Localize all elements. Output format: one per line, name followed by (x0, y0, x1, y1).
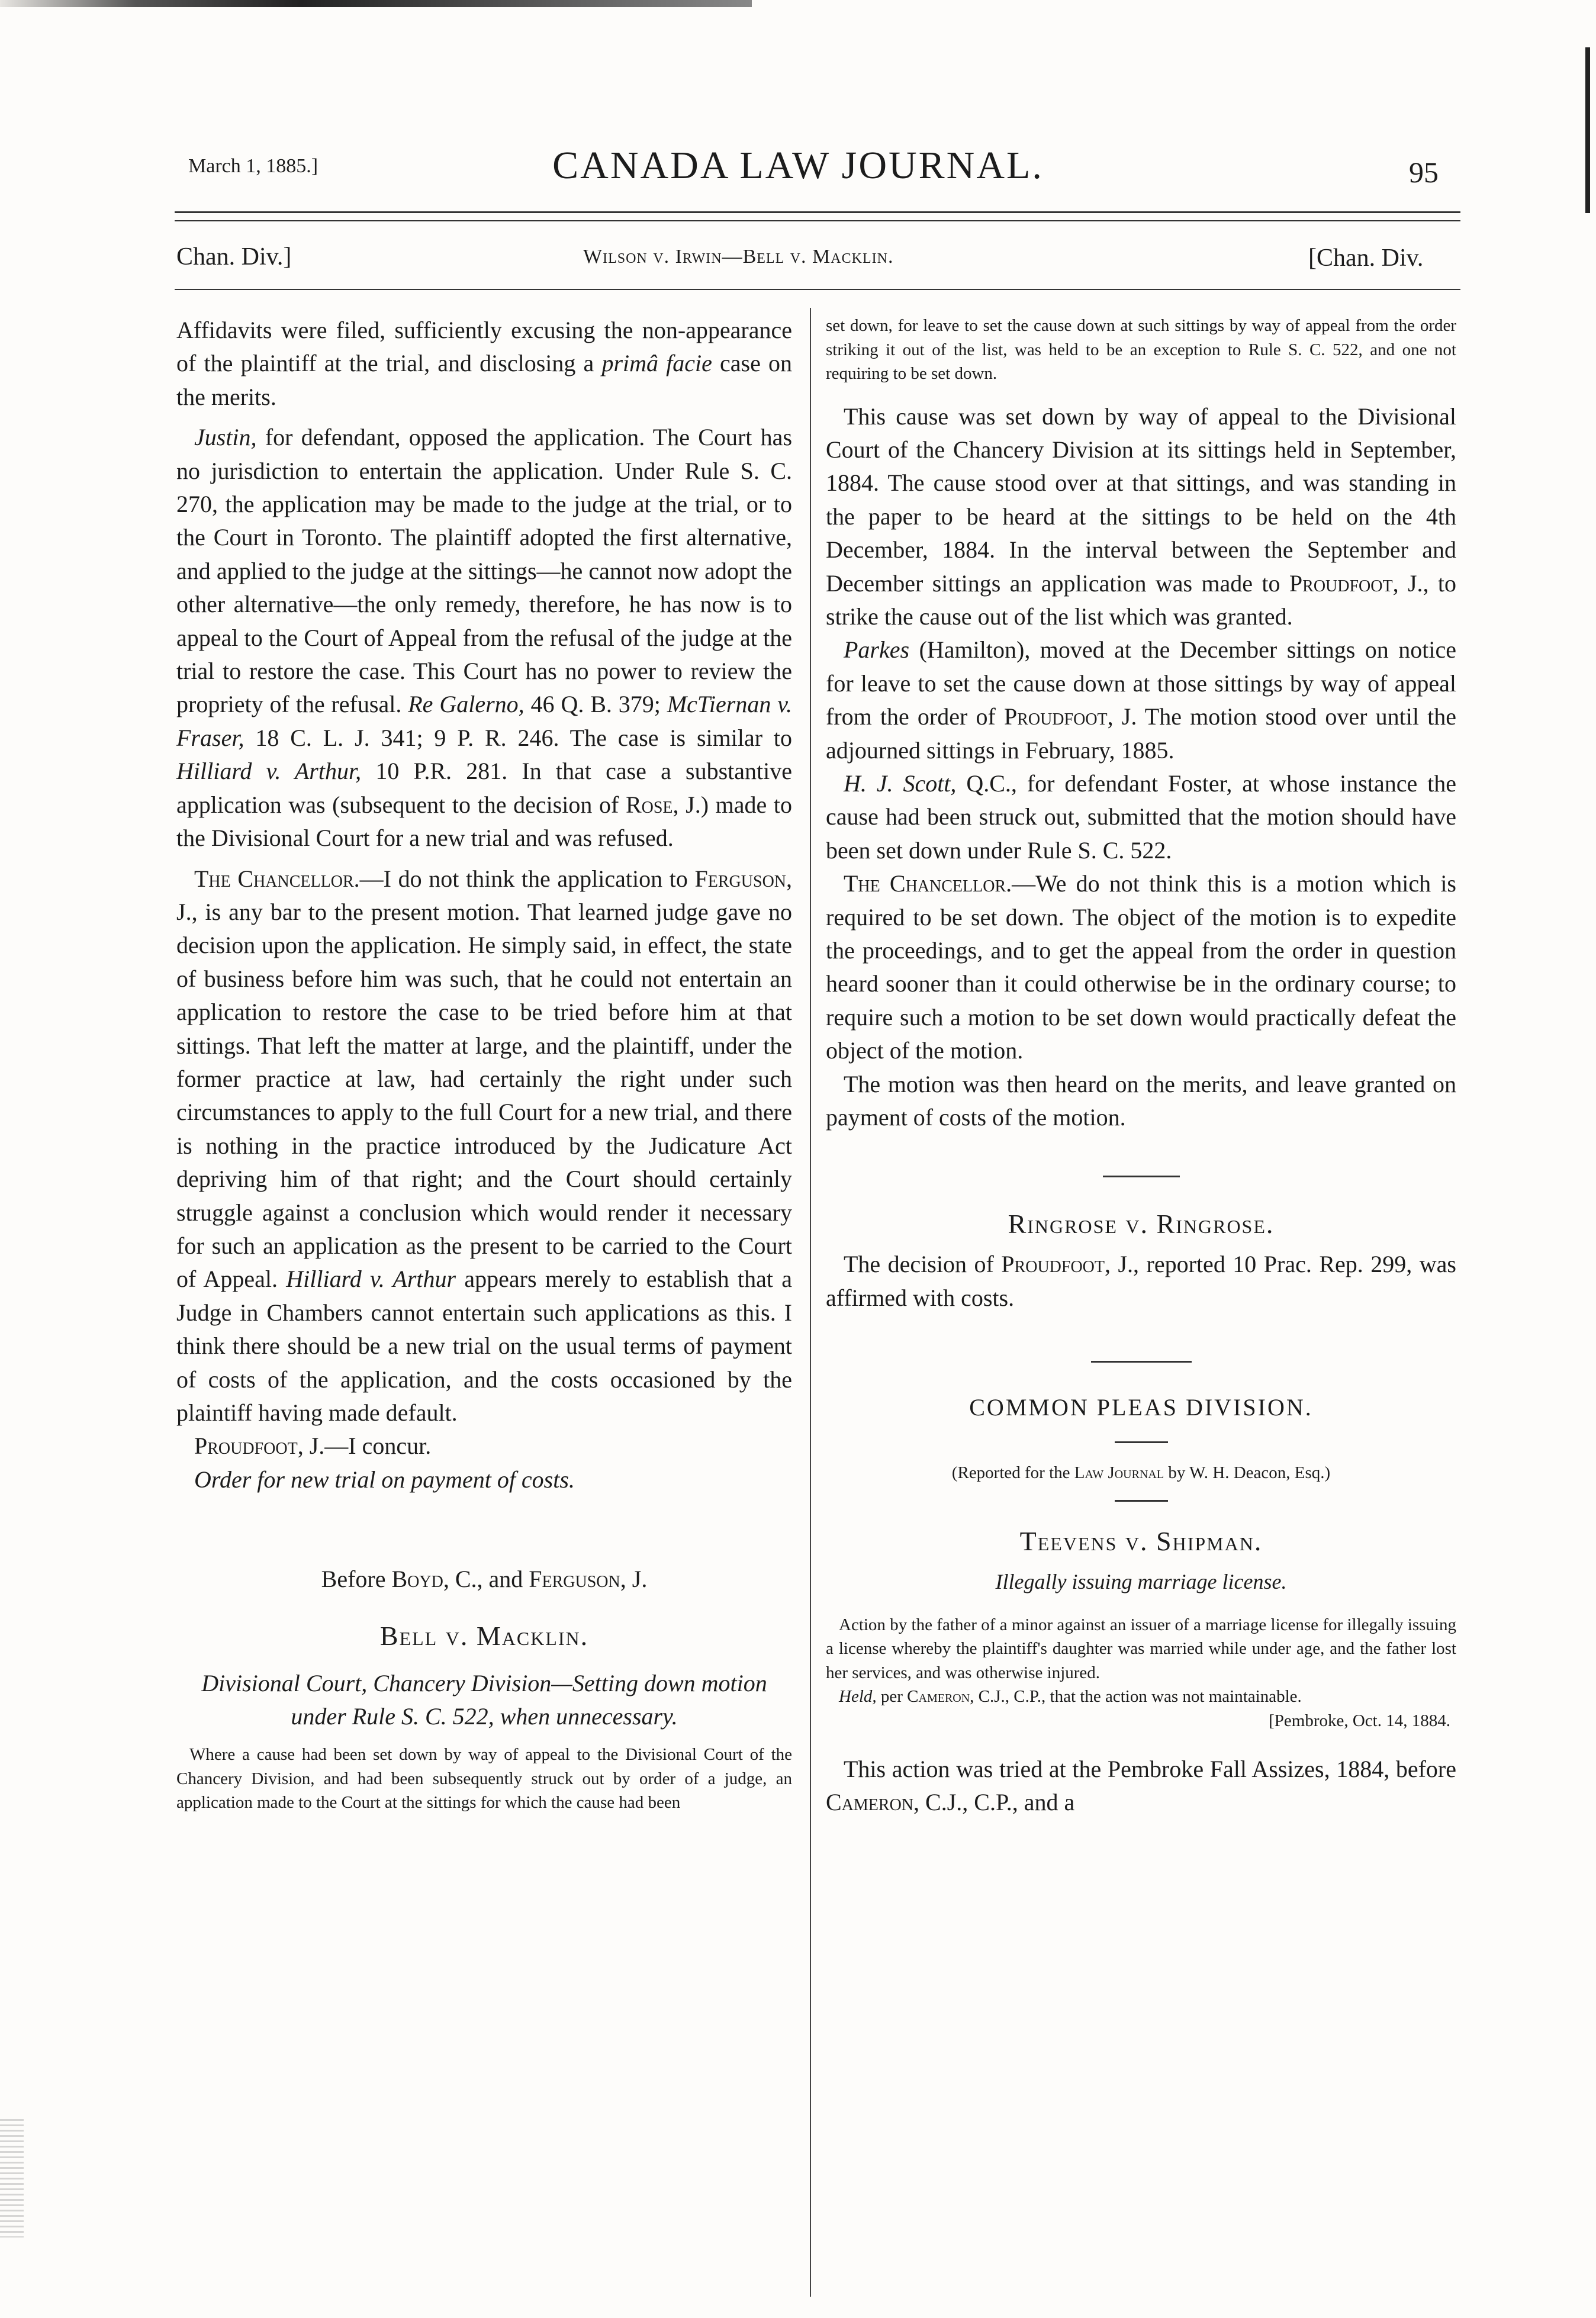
text: Before (321, 1566, 386, 1593)
judge-name: The Chancellor (194, 865, 354, 892)
counsel-name: H. J. Scott, (844, 770, 957, 797)
text: , C.J., C.P., that the action was not maintainable. (970, 1687, 1302, 1707)
text: by W. H. Deacon, Esq.) (1168, 1463, 1331, 1482)
paragraph-cause-set-down (826, 400, 1456, 634)
header-rule (175, 211, 1460, 213)
case-citation: Re Galerno, (408, 691, 525, 718)
text: This action was tried at the Pembroke Fall Assizes, 1884, before (844, 1756, 1456, 1783)
text: , J.—I concur. (297, 1432, 432, 1460)
journal-name: Law Journal (1074, 1463, 1164, 1482)
text: , J., reported 10 Prac. Rep. 299, was affirmed with costs. (826, 1251, 1456, 1311)
section-rule (1091, 1361, 1192, 1363)
running-head-right: [Chan. Div. (1308, 244, 1424, 272)
scan-binding-mark (0, 2119, 24, 2237)
section-rule (1103, 1176, 1180, 1177)
teevens-headnote: Action by the father of a minor against an issuer of a marriage license for illegally issuing a license whereby the plaintiff's daughter was married while under age, and the father lost her services, and was otherwise injured. (826, 1615, 1456, 1682)
text: Q.C., for defendant Foster, at whose instance the cause had been struck out, submitted that the motion should have been set down under Rule S. C. 522. (826, 770, 1457, 864)
judge-name: Ferguson (694, 865, 787, 892)
case-title-teevens: Teevens v. Shipman. (1019, 1526, 1263, 1557)
text: , J., to strike the cause out of the list which was granted. (826, 569, 1456, 630)
paragraph-proudfoot (176, 1430, 792, 1463)
page-number: 95 (1409, 156, 1439, 189)
judge-name: Cameron (907, 1687, 970, 1707)
italic-term: primâ facie (601, 350, 712, 377)
paragraph-scott (826, 767, 1456, 867)
scan-edge-mark (1585, 47, 1590, 213)
counsel-name: Justin, (194, 424, 257, 451)
running-head-left: Chan. Div.] (176, 243, 292, 271)
division-heading: COMMON PLEAS DIVISION. (969, 1394, 1313, 1421)
text: 46 Q. B. 379; (530, 691, 661, 718)
paragraph-chancellor (826, 867, 1456, 1067)
judge-name: Proudfoot (194, 1432, 298, 1460)
bench-line (176, 1563, 792, 1596)
text: The decision of (844, 1251, 994, 1278)
text: case on the merits. (176, 350, 793, 410)
running-head-center: Wilson v. Irwin—Bell v. Macklin. (583, 246, 894, 268)
case-title-bell-macklin: Bell v. Macklin. (379, 1620, 589, 1651)
section-rule (1115, 1500, 1168, 1502)
case-citation: Hilliard v. Arthur, (176, 758, 362, 785)
italic-term: Held, (839, 1687, 877, 1707)
right-column (826, 314, 1456, 1820)
judge-name: Rose (625, 791, 673, 818)
text: (Hamilton), moved at the December sittings on notice for leave to set the cause down at those sittings by way of appeal from the order of (826, 636, 1457, 730)
headnote-subject: Divisional Court, Chancery Division—Setting down motion under Rule S. C. 522, when unnecessary. (201, 1669, 767, 1730)
paragraph-chancellor-opinion (176, 862, 792, 1430)
judge-name: Boyd (391, 1566, 443, 1593)
paragraph-justin (176, 421, 792, 855)
judge-name: Proudfoot (1001, 1251, 1105, 1278)
journal-title: CANADA LAW JOURNAL. (552, 144, 1044, 187)
teevens-subject: Illegally issuing marriage license. (995, 1570, 1287, 1594)
section-rule (1115, 1441, 1168, 1443)
text: , J. The motion stood over until the adjourned sittings in February, 1885. (826, 703, 1456, 764)
text: , C.J., C.P., and a (913, 1789, 1075, 1816)
text: 18 C. L. J. 341; 9 P. R. 246. The case is similar to (255, 724, 793, 751)
text: This cause was set down by way of appeal to the Divisional Court of the Chancery Division at its sittings held in September, 1884. The cause stood over at that sittings, and was standing in the paper to be heard at the sittings to be held on the 4th December, 1884. In the interval between the September and December sittings an application was made to (826, 403, 1456, 597)
order-line: Order for new trial on payment of costs. (194, 1466, 575, 1493)
judge-name: Cameron (826, 1789, 914, 1816)
text: , J., is any bar to the present motion. That learned judge gave no decision upon the application. He simply said, in effect, the state of business before him was such, that he could not entertain an application to restore the case to be tried before him at that sittings. That left the matter at large, and the plaintiff, under the former practice at law, had certainly the right under such circumstances to apply to the full Court for a new trial, and there is nothing in the practice introduced by the Judicature Act depriving him of that right; and the Court should certainly struggle against a conclusion which would render it necessary for such an application as the present to be carried to the Court of Appeal. (176, 865, 793, 1293)
case-citation: McTiernan v. Fraser, (176, 691, 793, 751)
case-citation: Hilliard v. Arthur (286, 1266, 456, 1293)
text: .—We do not think this is a motion which is required to be set down. The object of the motion is to expedite the proceedings, and to get the appeal from the order in question heard sooner than it could otherwise be in the ordinary course; to require such a motion to be set down would practically defeat the object of the motion. (826, 870, 1456, 1064)
header-rule-thin (175, 220, 1460, 221)
paragraph-motion-heard: The motion was then heard on the merits, and leave granted on payment of costs of the motion. (826, 1070, 1456, 1131)
scan-edge-shadow (0, 0, 752, 7)
paragraph-ringrose (826, 1248, 1456, 1315)
counsel-name: Parkes (844, 636, 910, 664)
text: appears merely to establish that a Judge in Chambers cannot entertain such applications as this. I think there should be a new trial on the usual terms of payment of costs of the application, and the costs occasioned by the plaintiff having made default. (176, 1266, 793, 1426)
text: , J.) made to the Divisional Court for a new trial and was refused. (176, 791, 792, 852)
text: for defendant, opposed the application. The Court has no jurisdiction to entertain the application. Under Rule S. C. 270, the application may be made to the judge at the trial, or to the Court in Toronto. The plaintiff adopted the first alternative, and applied to the judge at the sittings—he cannot now adopt the other alternative—the only remedy, therefore, he has now is to appeal to the Court of Appeal from the refusal of the judge at the trial to restore the case. This Court has no power to review the propriety of the refusal. (176, 424, 793, 718)
text: per (880, 1687, 903, 1707)
venue-date: [Pembroke, Oct. 14, 1884. (1269, 1711, 1450, 1730)
text: .—I do not think the application to (353, 865, 688, 892)
judge-name: Ferguson (529, 1566, 620, 1593)
text: Affidavits were filed, sufficiently excusing the non-appearance of the plaintiff at the trial, and disclosing a (176, 317, 792, 377)
headnote-continued: set down, for leave to set the cause down at such sittings by way of appeal from the order striking it out of the list, was held to be an exception to Rule S. C. 522, and one not requiring to be set down. (826, 316, 1456, 383)
running-head-rule (175, 289, 1460, 290)
paragraph-affidavits (176, 314, 792, 414)
text: (Reported for the (951, 1463, 1070, 1482)
judge-name: The Chancellor (844, 870, 1006, 897)
paragraph-trial (826, 1753, 1456, 1820)
issue-date: March 1, 1885.] (188, 155, 318, 177)
text: , C., and (443, 1566, 523, 1593)
judge-name: Proudfoot (1289, 569, 1393, 597)
left-column (176, 314, 792, 1815)
text: 10 P.R. 281. In that case a substantive application was (subsequent to the decision of (176, 758, 793, 818)
reporter-line (826, 1461, 1456, 1485)
teevens-held (826, 1685, 1456, 1709)
case-title-ringrose: Ringrose v. Ringrose. (1008, 1209, 1275, 1240)
paragraph-parkes (826, 633, 1456, 767)
headnote-text: Where a cause had been set down by way of appeal to the Divisional Court of the Chancery Division, and had been subsequently struck out by order of a judge, an application made to the Court at the sittings for which the cause had been (176, 1745, 792, 1812)
text: , J. (620, 1566, 648, 1593)
column-divider (810, 308, 811, 2297)
judge-name: Proudfoot (1003, 703, 1108, 730)
